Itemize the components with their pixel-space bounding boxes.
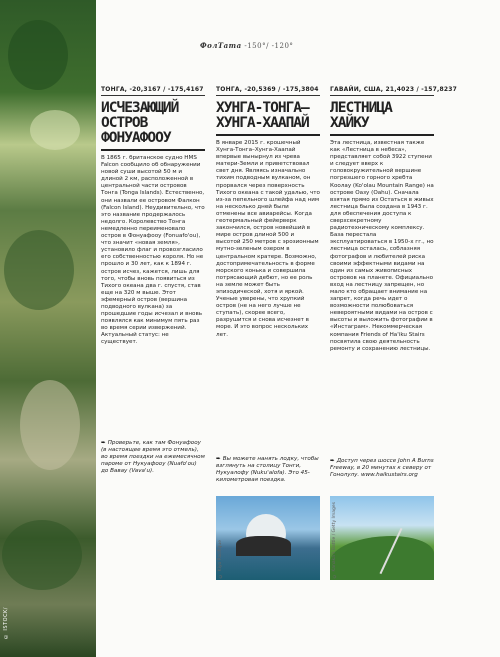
article-body: Эта лестница, известная также как «Лестница в небеса», представляет собой 3922 ступени и следует вверх к головокружительной вершине погрезшего горного хребта Коолау (Ko'olau Mountain Range) на острове Оазу (Oahu). Сначала взятая прямо из Остаться в живых лестница была создана в 1943 г. для обеспечения доступа к сверхсекретному радиотехническому комплексу. База перестала эксплуатироваться в 1950-х гг., но лестница осталась, соблазняя фотографов и любителей риска своими эффектными видами на один из самых живописных островов на планете. Официально вход на лестницу запрещен, но мало кто обращает внимание на запрет, когда речь идет о возможности полюбоваться невероятными видами на остров с высоты и выложить фотографии в «Инстаграм». Некоммерческая компания Friends of Ha'iku Stairs посвятила свою деятельность ремонту и сохранению лестницы. bbox=[330, 140, 434, 352]
article-column-2 bbox=[216, 86, 320, 339]
article-title: ХУНГА-ТОНГА–ХУНГА-ХААПАЙ bbox=[216, 100, 309, 131]
divider bbox=[101, 149, 205, 151]
header-info: -150°/ -120° bbox=[244, 42, 294, 50]
article-column-1 bbox=[101, 86, 205, 347]
arrow-icon: ➨ bbox=[101, 440, 106, 446]
photo-credit: © Kiyo Pacifique bbox=[218, 540, 223, 578]
arrow-icon: ➨ bbox=[216, 456, 221, 462]
coordinates: ТОНГА, -20,5369 / -175,3804 bbox=[216, 86, 320, 96]
photo-credit: © Kanaka's Battle / Getty Images bbox=[332, 501, 337, 578]
hero-photo-left bbox=[0, 0, 96, 657]
photo-credit: © ISTOCK/ bbox=[3, 606, 9, 639]
travel-tip-2 bbox=[216, 456, 320, 484]
divider bbox=[216, 134, 320, 136]
volcano-island-photo bbox=[216, 496, 320, 580]
article-column-3 bbox=[330, 86, 458, 353]
tip-text: Проверьте, как там Фонуафооу (в настоящее время это отмель), во время поездки на ежемесячном пароме от Нукуафооу (Nuafo'ou) до Вавау (Vava'u). bbox=[101, 440, 205, 474]
page-header bbox=[200, 41, 293, 50]
travel-tip-1 bbox=[101, 440, 205, 475]
article-title: ЛЕСТНИЦА ХАЙКУ bbox=[330, 100, 392, 131]
magazine-name: ФолТата bbox=[200, 41, 242, 50]
article-body: В январе 2015 г. крошечный Хунга-Тонга–Хунга-Хаапай впервые вынырнул из чрева матери-Земли и приветствовал свет дня. Являясь изначально тихим подводным вулканом, он прорвался через поверхность Тихого океана с такой удалью, что из-за пепельного шлейфа над ним на несколько дней были отменены все авиарейсы. Когда геотермальный фейерверк закончился, остров новейший в мире остров длиной 500 и высотой 250 метров с эрозионным мутно-зеленым озером в центральном кратере. Возможно, достопримечательность в форме морского конька и совершила потрясающий дебют, но ее роль на земле может быть эпизодической, хотя и яркой. Ученые уверены, что хрупкий остров (не на него лучше не ступать), скорее всего, разрушится и снова исчезнет в море. И это вопрос нескольких лет. bbox=[216, 140, 320, 338]
tip-text: Доступ через шоссе John A Burns Freeway, в 20 минутах к северу от Гонолулу. www.haikustairs.org bbox=[330, 458, 434, 478]
haiku-stairs-photo bbox=[330, 496, 434, 580]
arrow-icon: ➨ bbox=[330, 458, 335, 464]
coordinates: ТОНГА, -20,3167 / -175,4167 bbox=[101, 86, 205, 96]
article-title: ИСЧЕЗАЮЩИЙ ОСТРОВ ФОНУАФООУ bbox=[101, 100, 179, 146]
divider bbox=[330, 134, 434, 136]
article-body: В 1865 г. британское судно HMS Falcon сообщило об обнаружении новой суши высотой 50 м и длиной 2 км, расположенной в центральной части островов Тонга (Tonga Islands). Естественно, они назвали ее островом Фалкон (Falcon Island). Неудивительно, что это название продержалось недолго. Королевство Тонга немедленно переименовало остров в Фонуафооу (Fonuafo'ou), что значит «новая земля», установило флаг и провозгласило его собственностью короля. Но не прошло и 30 лет, как к 1894 г. остров исчез, кажется, лишь для того, чтобы вновь появиться из Тихого океана два г. спустя, став еще на 320 м выше. Этот эфемерный остров (вершина подводного вулкана) за прошедшие годы исчезал и вновь появлялся как минимум пять раз во время серии извержений. Актуальный статус: не существует. bbox=[101, 155, 205, 346]
tip-text: Вы можете нанять лодку, чтобы взглянуть на столицу Тонги, Нукуалофу (Nuku'alofa). Это 45-километровая поездка. bbox=[216, 456, 319, 483]
travel-tip-3 bbox=[330, 458, 434, 479]
coordinates: ГАВАЙИ, США, 21,4023 / -157,8237 bbox=[330, 86, 434, 96]
